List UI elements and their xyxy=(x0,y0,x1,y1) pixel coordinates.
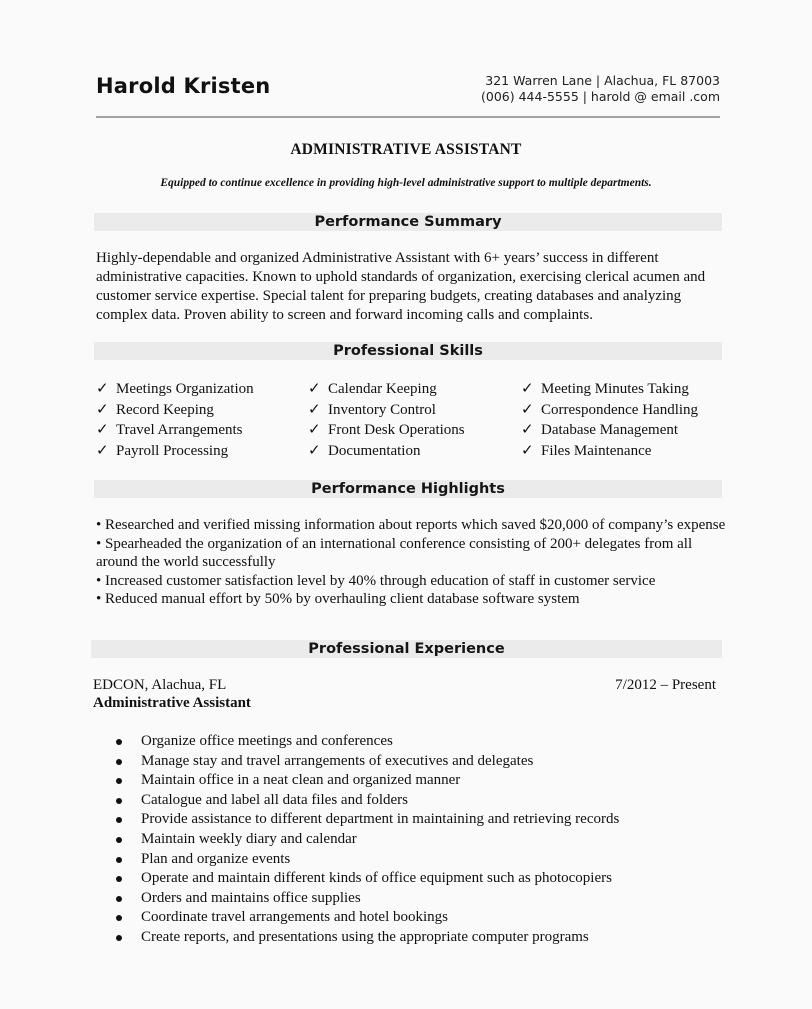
skill-item: ✓ Documentation xyxy=(308,441,521,462)
bullet-icon xyxy=(116,876,122,882)
bullet-icon xyxy=(116,739,122,745)
skill-item: ✓ Correspondence Handling xyxy=(521,400,736,421)
bullet-icon xyxy=(116,778,122,784)
bullet-icon xyxy=(116,817,122,823)
contact-block xyxy=(481,73,720,105)
duty-item: Manage stay and travel arrangements of executives and delegates xyxy=(114,752,714,772)
position-title: Administrative Assistant xyxy=(93,695,251,711)
bullet-icon xyxy=(116,915,122,921)
bullet-icon xyxy=(116,759,122,765)
section-header-performance-summary: Performance Summary xyxy=(94,213,722,231)
skill-item: ✓ Files Maintenance xyxy=(521,441,736,462)
check-icon: ✓ xyxy=(521,381,534,397)
skill-item: ✓ Meeting Minutes Taking xyxy=(521,379,736,400)
highlight-item: • Spearheaded the organization of an international conference consisting of 200+ delegates from all around the world successfully xyxy=(96,535,693,570)
skill-item: ✓ Inventory Control xyxy=(308,400,521,421)
highlights-list xyxy=(96,516,726,609)
highlight-item: • Increased customer satisfaction level by 40% through education of staff in customer service xyxy=(96,572,656,589)
skill-item: ✓ Calendar Keeping xyxy=(308,379,521,400)
section-header-professional-experience: Professional Experience xyxy=(91,640,722,658)
check-icon: ✓ xyxy=(96,381,109,397)
check-icon: ✓ xyxy=(521,442,534,459)
duty-item: Maintain office in a neat clean and organized manner xyxy=(114,771,714,791)
duty-item: Provide assistance to different department in maintaining and retrieving records xyxy=(114,810,714,830)
experience-header xyxy=(93,676,716,712)
duty-item: Organize office meetings and conferences xyxy=(114,732,714,752)
duty-item: Orders and maintains office supplies xyxy=(114,889,714,909)
duties-list xyxy=(114,732,714,948)
skill-item: ✓ Record Keeping xyxy=(96,400,308,421)
bullet-icon xyxy=(116,837,122,843)
duty-item: Plan and organize events xyxy=(114,850,714,870)
address-line: 321 Warren Lane | Alachua, FL 87003 xyxy=(485,73,720,88)
check-icon: ✓ xyxy=(308,381,321,397)
bullet-icon xyxy=(116,935,122,941)
phone-email-line: (006) 444-5555 | harold @ email .com xyxy=(481,89,720,104)
duty-item: Maintain weekly diary and calendar xyxy=(114,830,714,850)
duty-item: Catalogue and label all data files and folders xyxy=(114,791,714,811)
check-icon: ✓ xyxy=(521,401,534,418)
skill-item: ✓ Front Desk Operations xyxy=(308,420,521,441)
highlight-item: • Researched and verified missing information about reports which saved $20,000 of company’s expense xyxy=(96,517,726,533)
check-icon: ✓ xyxy=(308,422,321,438)
check-icon: ✓ xyxy=(308,442,321,459)
skill-item: ✓ Payroll Processing xyxy=(96,441,308,462)
employment-dates: 7/2012 – Present xyxy=(615,677,716,693)
duty-item: Operate and maintain different kinds of office equipment such as photocopiers xyxy=(114,869,714,889)
candidate-name: Harold Kristen xyxy=(96,74,271,98)
skill-item: ✓ Database Management xyxy=(521,420,736,441)
tagline: Equipped to continue excellence in providing high-level administrative support to multiple departments. xyxy=(160,177,652,189)
highlight-item: • Reduced manual effort by 50% by overhauling client database software system xyxy=(96,591,580,607)
section-header-performance-highlights: Performance Highlights xyxy=(94,480,722,498)
check-icon: ✓ xyxy=(521,422,534,438)
check-icon: ✓ xyxy=(96,442,109,459)
header-divider xyxy=(96,116,720,118)
duty-item: Coordinate travel arrangements and hotel bookings xyxy=(114,908,714,928)
skill-item: ✓ Travel Arrangements xyxy=(96,420,308,441)
job-title: ADMINISTRATIVE ASSISTANT xyxy=(290,141,522,158)
summary-paragraph: Highly-dependable and organized Administrative Assistant with 6+ years’ success in different administrative capacities. Known to uphold standards of organization, exercising clerical acumen and customer service expertise. Special talent for preparing budgets, creating databases and analyzing complex data. Proven ability to screen and forward incoming calls and complaints. xyxy=(96,250,706,323)
bullet-icon xyxy=(116,857,122,863)
employer: EDCON, Alachua, FL xyxy=(93,677,227,693)
check-icon: ✓ xyxy=(96,401,109,418)
skill-item: ✓ Meetings Organization xyxy=(96,379,308,400)
duty-item: Create reports, and presentations using the appropriate computer programs xyxy=(114,928,714,948)
section-header-professional-skills: Professional Skills xyxy=(94,342,722,360)
bullet-icon xyxy=(116,896,122,902)
skills-grid xyxy=(96,379,736,461)
check-icon: ✓ xyxy=(308,401,321,418)
check-icon: ✓ xyxy=(96,422,109,438)
bullet-icon xyxy=(116,798,122,804)
